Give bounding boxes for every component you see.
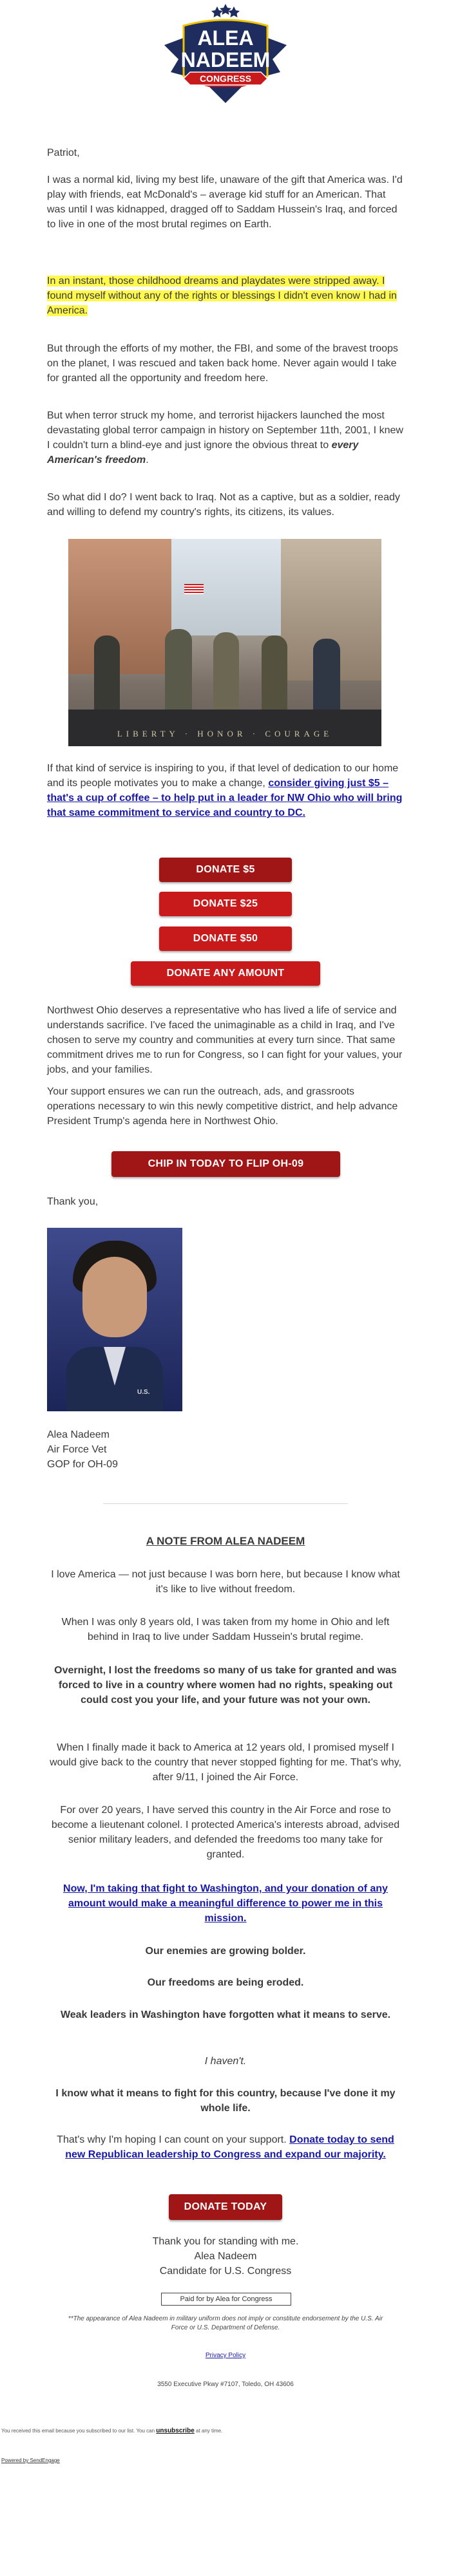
paragraph-8: Your support ensures we can run the outreach, ads, and grassroots operations necessary to win this newly competitive district, and help advance President Trump's agenda here in Northwest Ohio. xyxy=(47,1086,398,1127)
logo-ribbon-text: CONGRESS xyxy=(199,73,252,84)
logo-line2: NADEEM xyxy=(180,48,271,71)
send-leadership-link[interactable]: Donate today to send new Republican leadership to Congress and expand our majority. xyxy=(65,2134,394,2160)
donate-25-button[interactable]: DONATE $25 xyxy=(159,892,292,916)
donate-any-amount-button[interactable]: DONATE ANY AMOUNT xyxy=(131,961,320,986)
photo-person xyxy=(94,635,120,719)
privacy-policy-link[interactable]: Privacy Policy xyxy=(205,2352,246,2359)
photo-person xyxy=(262,635,287,719)
portrait-face xyxy=(82,1257,147,1337)
signature-title: Air Force Vet xyxy=(47,1444,107,1455)
highlighted-text: In an instant, those childhood dreams and playdates were stripped away. I found myself without any of the rights or blessings I didn't even know I had in America. xyxy=(47,276,397,316)
paragraph-1: I was a normal kid, living my best life, unaware of the gift that America was. I'd play with friends, eat McDonald's – average kid stuff for an American. That was until I was kidnapped, dragged off to Saddam Hussein's Iraq, and forced to live in one of the most brutal regimes on Earth. xyxy=(47,174,403,230)
p4-emphasis: every American's freedom xyxy=(47,440,359,465)
closing-name: Alea Nadeem xyxy=(194,2251,257,2262)
donate-today-button[interactable]: DONATE TODAY xyxy=(169,2194,282,2220)
donate-5-button[interactable]: DONATE $5 xyxy=(159,858,292,882)
campaign-logo xyxy=(145,0,306,109)
privacy-row xyxy=(48,2351,403,2360)
uniform-disclaimer: **The appearance of Alea Nadeem in military uniform does not imply or constitute endorsement by the U.S. Air Force or U.S. Department of Defense. xyxy=(68,2315,383,2331)
section-divider xyxy=(103,1503,348,1504)
note-paragraph-3: Overnight, I lost the freedoms so many of us take for granted and was forced to live in a country where women had no rights, speaking out could cost you your life, and your future was not your own. xyxy=(54,1665,397,1706)
photo-person xyxy=(313,639,340,719)
note-paragraph-8: Our freedoms are being eroded. xyxy=(147,1977,304,1988)
paragraph-5: So what did I do? I went back to Iraq. Not as a captive, but as a soldier, ready and willing to defend my country's rights, its citizens, its values. xyxy=(47,492,400,518)
photo-memorial-wall xyxy=(68,710,381,746)
greeting: Patriot, xyxy=(47,147,80,158)
photo-building-left xyxy=(68,539,171,674)
paragraph-4 xyxy=(47,408,405,467)
p4-end: . xyxy=(146,455,149,465)
portrait-badge: U.S. xyxy=(137,1389,150,1396)
photo-caption: LIBERTY · HONOR · COURAGE xyxy=(117,729,333,738)
note-paragraph-5: For over 20 years, I have served this country in the Air Force and rose to become a lieutenant colonel. I protected America's interests abroad, advised senior military leaders, and defended the freedoms too many take for granted. xyxy=(51,1805,400,1860)
thanks-text: Thank you, xyxy=(47,1196,99,1207)
powered-by-link[interactable]: Powered by SendEngage xyxy=(1,2458,60,2463)
paragraph-7: Northwest Ohio deserves a representative who has lived a life of service and understands sacrifice. I've faced the unimaginable as a child in Iraq, and I've chosen to serve my country and communities at every turn since. That same commitment drives me to run for Congress, so I can fight for your values, your jobs, and your families. xyxy=(47,1005,403,1075)
closing-thanks: Thank you for standing with me. xyxy=(152,2236,299,2247)
unsubscribe-row xyxy=(1,2427,222,2434)
note-donate-link[interactable]: Now, I'm taking that fight to Washington, and your donation of any amount would make a meaningful difference to power me in this mission. xyxy=(63,1883,388,1924)
paragraph-3: But through the efforts of my mother, the FBI, and some of the bravest troops on the planet, I was rescued and taken back home. Never again would I take for granted all the opportunity and freedom here. xyxy=(47,343,398,384)
mailing-address: 3550 Executive Pkwy #7107, Toledo, OH 43606 xyxy=(157,2381,294,2388)
photo-flag xyxy=(184,584,204,594)
paragraph-2 xyxy=(47,274,405,318)
unsubscribe-text: You received this email because you subscribed to our list. You can xyxy=(1,2428,157,2434)
logo-stars xyxy=(211,4,240,17)
note-paragraph-4: When I finally made it back to America at 12 years old, I promised myself I would give back to the country that never stopped fighting for me. That's why, after 9/11, I joined the Air Force. xyxy=(50,1742,401,1783)
donate-50-button[interactable]: DONATE $50 xyxy=(159,926,292,951)
unsubscribe-link[interactable]: unsubscribe xyxy=(156,2427,195,2434)
note-paragraph-2: When I was only 8 years old, I was taken from my home in Ohio and left behind in Iraq to live under Saddam Hussein's brutal regime. xyxy=(61,1617,390,1642)
veterans-event-photo xyxy=(68,539,381,746)
paid-for-box: Paid for by Alea for Congress xyxy=(161,2293,291,2306)
note-paragraph-7: Our enemies are growing bolder. xyxy=(145,1946,306,1957)
note-title: A NOTE FROM ALEA NADEEM xyxy=(146,1535,305,1547)
note-paragraph-6 xyxy=(48,1881,403,1926)
note-paragraph-11: I know what it means to fight for this country, because I've done it my whole life. xyxy=(55,2088,396,2114)
p6-text: If that kind of service is inspiring to you, if that level of dedication to our home and its people motivates you to make a change, xyxy=(47,763,399,789)
signature-district: GOP for OH-09 xyxy=(47,1459,118,1470)
signature-name: Alea Nadeem xyxy=(47,1429,110,1440)
note-paragraph-1: I love America — not just because I was born here, but because I know what it's like to live without freedom. xyxy=(51,1569,400,1595)
paragraph-6 xyxy=(47,761,405,820)
logo-line1: ALEA xyxy=(197,26,254,50)
powered-by xyxy=(1,2458,60,2463)
note-paragraph-12 xyxy=(48,2132,403,2162)
photo-person xyxy=(213,632,239,719)
note-paragraph-10: I haven't. xyxy=(204,2056,247,2067)
donate-link[interactable]: consider giving just $5 – that's a cup of coffee – to help put in a leader for NW Ohio who will bring that same commitment to service and country to DC. xyxy=(47,778,403,818)
photo-person xyxy=(165,629,192,719)
n12-text: That's why I'm hoping I can count on your support. xyxy=(57,2134,290,2145)
candidate-portrait xyxy=(47,1228,182,1411)
chip-in-button[interactable]: CHIP IN TODAY TO FLIP OH-09 xyxy=(111,1151,340,1177)
closing-title: Candidate for U.S. Congress xyxy=(159,2266,292,2277)
note-paragraph-9: Weak leaders in Washington have forgotten what it means to serve. xyxy=(60,2009,391,2020)
unsubscribe-end: at any time. xyxy=(194,2428,223,2434)
p4-text: But when terror struck my home, and terrorist hijackers launched the most devastating global terror campaign in history on September 11th, 2001, I knew I couldn't turn a blind-eye and just ignore the obvious threat to xyxy=(47,410,403,451)
